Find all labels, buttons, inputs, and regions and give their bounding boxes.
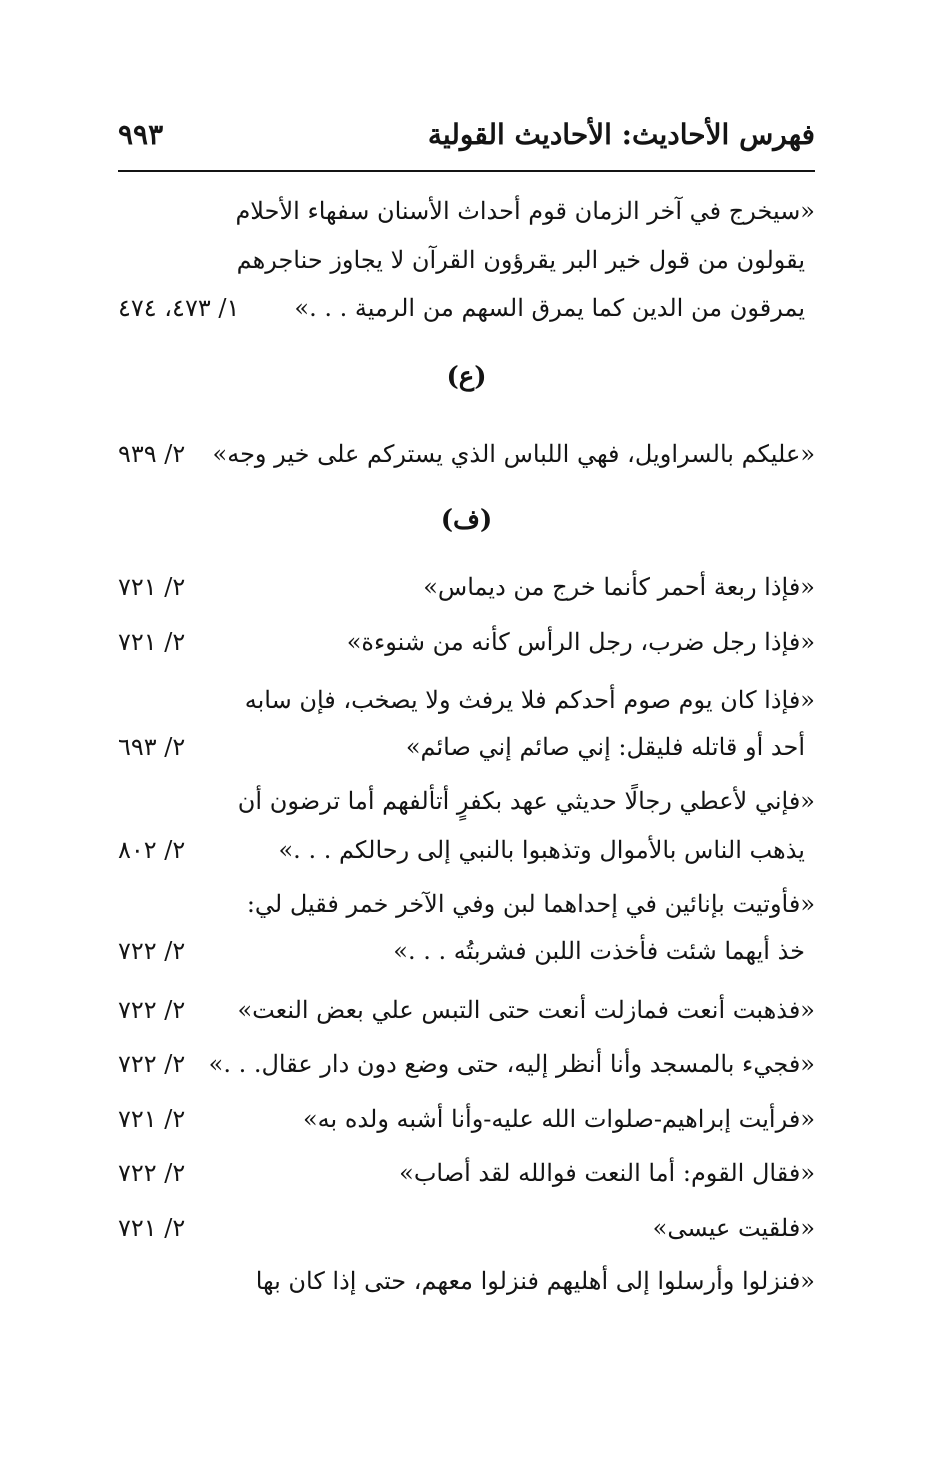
hadith-reference: ٢/ ٨٠٢ [118,836,186,864]
hadith-line: «فذهبت أنعت فمازلت أنعت حتى التبس علي بعض النعت» [237,996,815,1024]
hadith-line: «سيخرج في آخر الزمان قوم أحداث الأسنان سفهاء الأحلام [235,197,815,225]
hadith-reference: ١/ ٤٧٣، ٤٧٤ [118,294,240,322]
hadith-line: يذهب الناس بالأموال وتذهبوا بالنبي إلى رحالكم . . .» [278,836,805,864]
hadith-reference: ٢/ ٧٢٢ [118,1159,186,1187]
hadith-line: «فإذا ربعة أحمر كأنما خرج من ديماس» [423,573,815,601]
page-header-title: فهرس الأحاديث: الأحاديث القولية [427,118,815,151]
hadith-line: «فجيء بالمسجد وأنا أنظر إليه، حتى وضع دون دار عقال. . .» [208,1050,815,1078]
hadith-line: يمرقون من الدين كما يمرق السهم من الرمية . . .» [294,294,805,322]
hadith-line: «فإني لأعطي رجالًا حديثي عهد بكفرٍ أتألفهم أما ترضون أن [237,787,815,815]
hadith-reference: ٢/ ٧٢١ [118,573,186,601]
section-letter: (ع) [446,362,487,392]
hadith-reference: ٢/ ٧٢١ [118,1214,186,1242]
hadith-line: «فإذا كان يوم صوم أحدكم فلا يرفث ولا يصخب، فإن سابه [244,686,815,714]
header-divider [118,170,815,172]
hadith-line: «فأوتيت بإنائين في إحداهما لبن وفي الآخر خمر فقيل لي: [246,890,815,918]
hadith-line: «فلقيت عيسى» [652,1214,815,1242]
hadith-reference: ٢/ ٧٢٢ [118,1050,186,1078]
hadith-reference: ٢/ ٩٣٩ [118,440,186,468]
hadith-reference: ٢/ ٦٩٣ [118,733,186,761]
hadith-line: «فقال القوم: أما النعت فوالله لقد أصاب» [399,1159,815,1187]
hadith-reference: ٢/ ٧٢٢ [118,937,186,965]
hadith-reference: ٢/ ٧٢٢ [118,996,186,1024]
hadith-line: «فنزلوا وأرسلوا إلى أهليهم فنزلوا معهم، حتى إذا كان بها [255,1267,815,1295]
hadith-line: خذ أيهما شئت فأخذت اللبن فشربتُه . . .» [393,937,805,965]
hadith-line: «عليكم بالسراويل، فهي اللباس الذي يستركم على خير وجه» [212,440,815,468]
hadith-line: أحد أو قاتله فليقل: إني صائم إني صائم» [405,733,805,761]
page-number: ٩٩٣ [118,118,164,151]
section-letter: (ف) [440,505,493,535]
hadith-reference: ٢/ ٧٢١ [118,628,186,656]
hadith-reference: ٢/ ٧٢١ [118,1105,186,1133]
hadith-line: يقولون من قول خير البر يقرؤون القرآن لا يجاوز حناجرهم [236,246,805,274]
hadith-line: «فرأيت إبراهيم-صلوات الله عليه-وأنا أشبه ولده به» [302,1105,815,1133]
hadith-line: «فإذا رجل ضرب، رجل الرأس كأنه من شنوءة» [346,628,815,656]
